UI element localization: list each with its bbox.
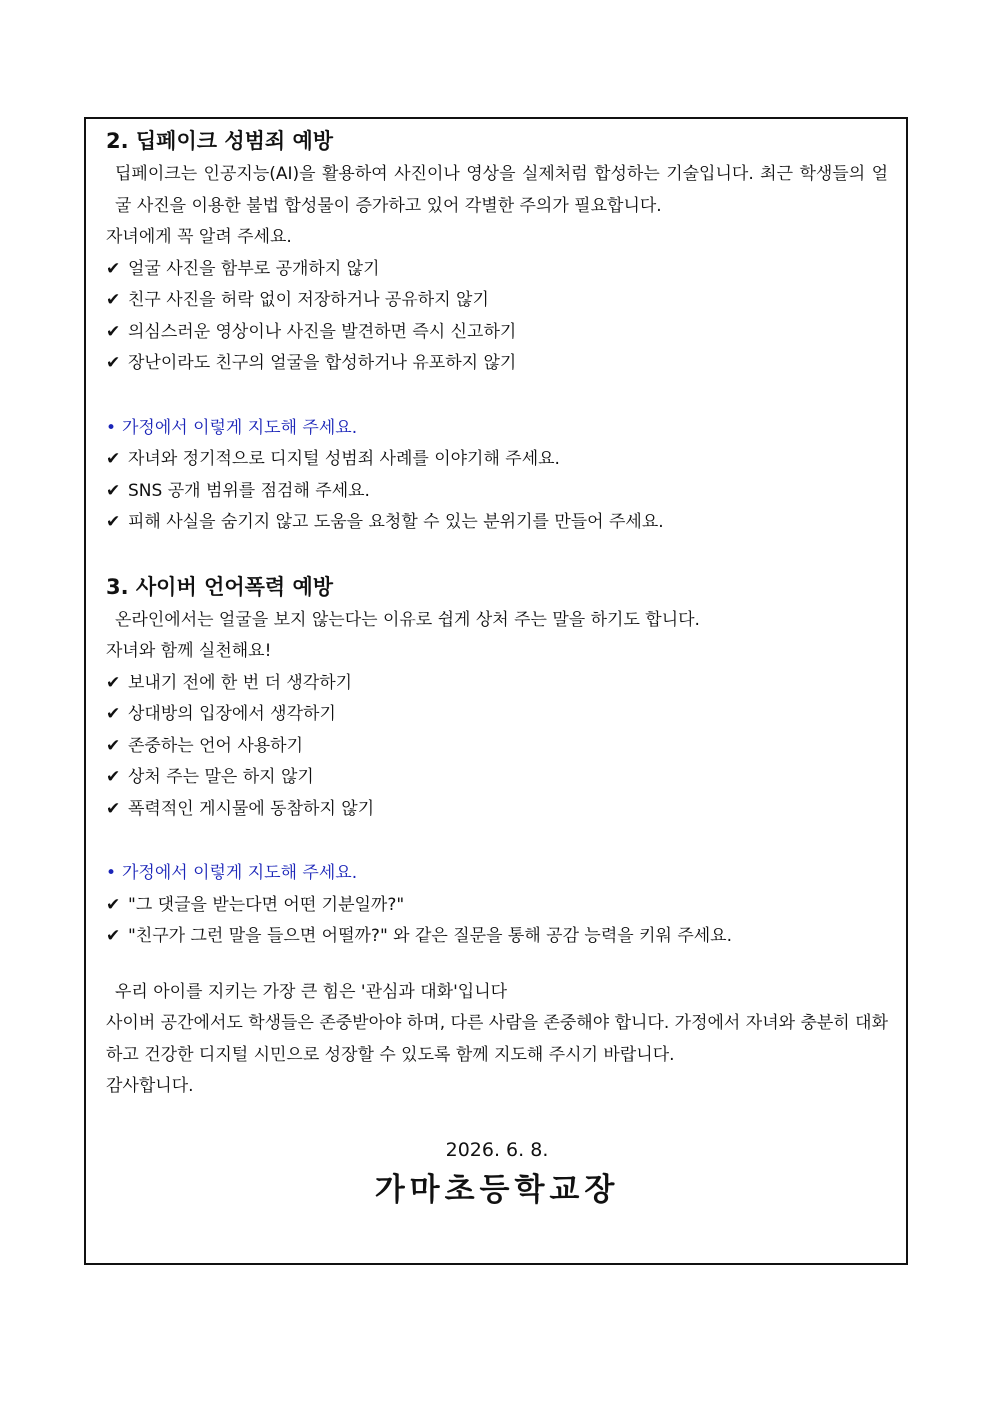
- guide-title-text: 가정에서 이렇게 지도해 주세요.: [122, 417, 358, 438]
- check-text: 친구 사진을 허락 없이 저장하거나 공유하지 않기: [128, 290, 489, 310]
- list-item: [106, 794, 888, 826]
- guide-title-text: 가정에서 이렇게 지도해 주세요.: [122, 863, 358, 883]
- check-icon: ✔: [106, 449, 121, 469]
- check-text: 상대방의 입장에서 생각하기: [128, 704, 336, 724]
- closing-thanks: 감사합니다.: [106, 1076, 194, 1096]
- check-icon: ✔: [106, 512, 121, 532]
- check-text: 얼굴 사진을 함부로 공개하지 않기: [128, 258, 380, 279]
- guide-text: "그 댓글을 받는다면 어떤 기분일까?": [128, 894, 405, 915]
- list-item: [106, 507, 888, 539]
- check-text: 존중하는 언어 사용하기: [128, 735, 304, 756]
- closing-headline: 우리 아이를 지키는 가장 큰 힘은 '관심과 대화'입니다: [115, 981, 508, 1002]
- spacer: [106, 380, 888, 413]
- list-item: [106, 285, 888, 317]
- spacer: [106, 1103, 888, 1135]
- guide-text: 피해 사실을 숨기지 않고 도움을 요청할 수 있는 분위기를 만들어 주세요.: [128, 512, 664, 532]
- list-item: [106, 731, 888, 763]
- list-item: [106, 348, 888, 380]
- check-text: 보내기 전에 한 번 더 생각하기: [128, 672, 353, 693]
- check-icon: ✔: [106, 767, 121, 787]
- issue-date: 2026. 6. 8.: [445, 1138, 549, 1161]
- section3-ask: 자녀와 함께 실천해요!: [106, 641, 272, 661]
- notice-frame: [84, 117, 908, 1265]
- section2-ask: 자녀에게 꼭 알려 주세요.: [106, 227, 292, 247]
- check-icon: ✔: [106, 672, 121, 693]
- list-item: [106, 476, 888, 508]
- closing-body: 사이버 공간에서도 학생들은 존중받아야 하며, 다른 사람을 존중해야 합니다. 가정에서 자녀와 충분히 대화하고 건강한 디지털 시민으로 성장할 수 있도록 함께 지도해 주시기 바랍니다.: [106, 1013, 888, 1065]
- spacer: [106, 539, 888, 569]
- list-item: [106, 921, 888, 953]
- bullet-icon: •: [106, 863, 117, 883]
- check-icon: ✔: [106, 798, 121, 819]
- guide-text: "친구가 그런 말을 들으면 어떨까?" 와 같은 질문을 통해 공감 능력을 키워 주세요.: [128, 926, 732, 946]
- section3-guide-title: [106, 858, 888, 890]
- check-text: 상처 주는 말은 하지 않기: [128, 767, 314, 787]
- list-item: [106, 254, 888, 286]
- spacer: [106, 825, 888, 858]
- list-item: [106, 762, 888, 794]
- list-item: [106, 890, 888, 922]
- guide-text: SNS 공개 범위를 점검해 주세요.: [128, 480, 370, 501]
- guide-text: 자녀와 정기적으로 디지털 성범죄 사례를 이야기해 주세요.: [128, 449, 560, 469]
- check-text: 장난이라도 친구의 얼굴을 합성하거나 유포하지 않기: [128, 353, 517, 373]
- spacer: [106, 953, 888, 977]
- bullet-icon: •: [106, 417, 117, 438]
- check-icon: ✔: [106, 321, 121, 342]
- section2-intro: 딥페이크는 인공지능(AI)을 활용하여 사진이나 영상을 실제처럼 합성하는 기술입니다. 최근 학생들의 얼굴 사진을 이용한 불법 합성물이 증가하고 있어 각별한 주의가 필요합니다.: [115, 164, 888, 216]
- list-item: [106, 668, 888, 700]
- section2-title: 2. 딥페이크 성범죄 예방: [106, 129, 334, 153]
- check-icon: ✔: [106, 480, 121, 501]
- list-item: [106, 317, 888, 349]
- check-icon: ✔: [106, 258, 121, 279]
- section3-intro: 온라인에서는 얼굴을 보지 않는다는 이유로 쉽게 상처 주는 말을 하기도 합니다.: [115, 609, 700, 630]
- check-text: 폭력적인 게시물에 동참하지 않기: [128, 798, 375, 819]
- check-icon: ✔: [106, 353, 121, 373]
- principal-signature: 가마초등학교장: [374, 1171, 620, 1208]
- section3-title: 3. 사이버 언어폭력 예방: [106, 574, 334, 599]
- notice-content: [106, 123, 888, 1213]
- list-item: [106, 699, 888, 731]
- check-icon: ✔: [106, 735, 121, 756]
- check-icon: ✔: [106, 926, 121, 946]
- list-item: [106, 444, 888, 476]
- check-icon: ✔: [106, 894, 121, 915]
- section2-guide-title: [106, 413, 888, 445]
- check-icon: ✔: [106, 704, 121, 724]
- check-icon: ✔: [106, 290, 121, 310]
- check-text: 의심스러운 영상이나 사진을 발견하면 즉시 신고하기: [128, 321, 517, 342]
